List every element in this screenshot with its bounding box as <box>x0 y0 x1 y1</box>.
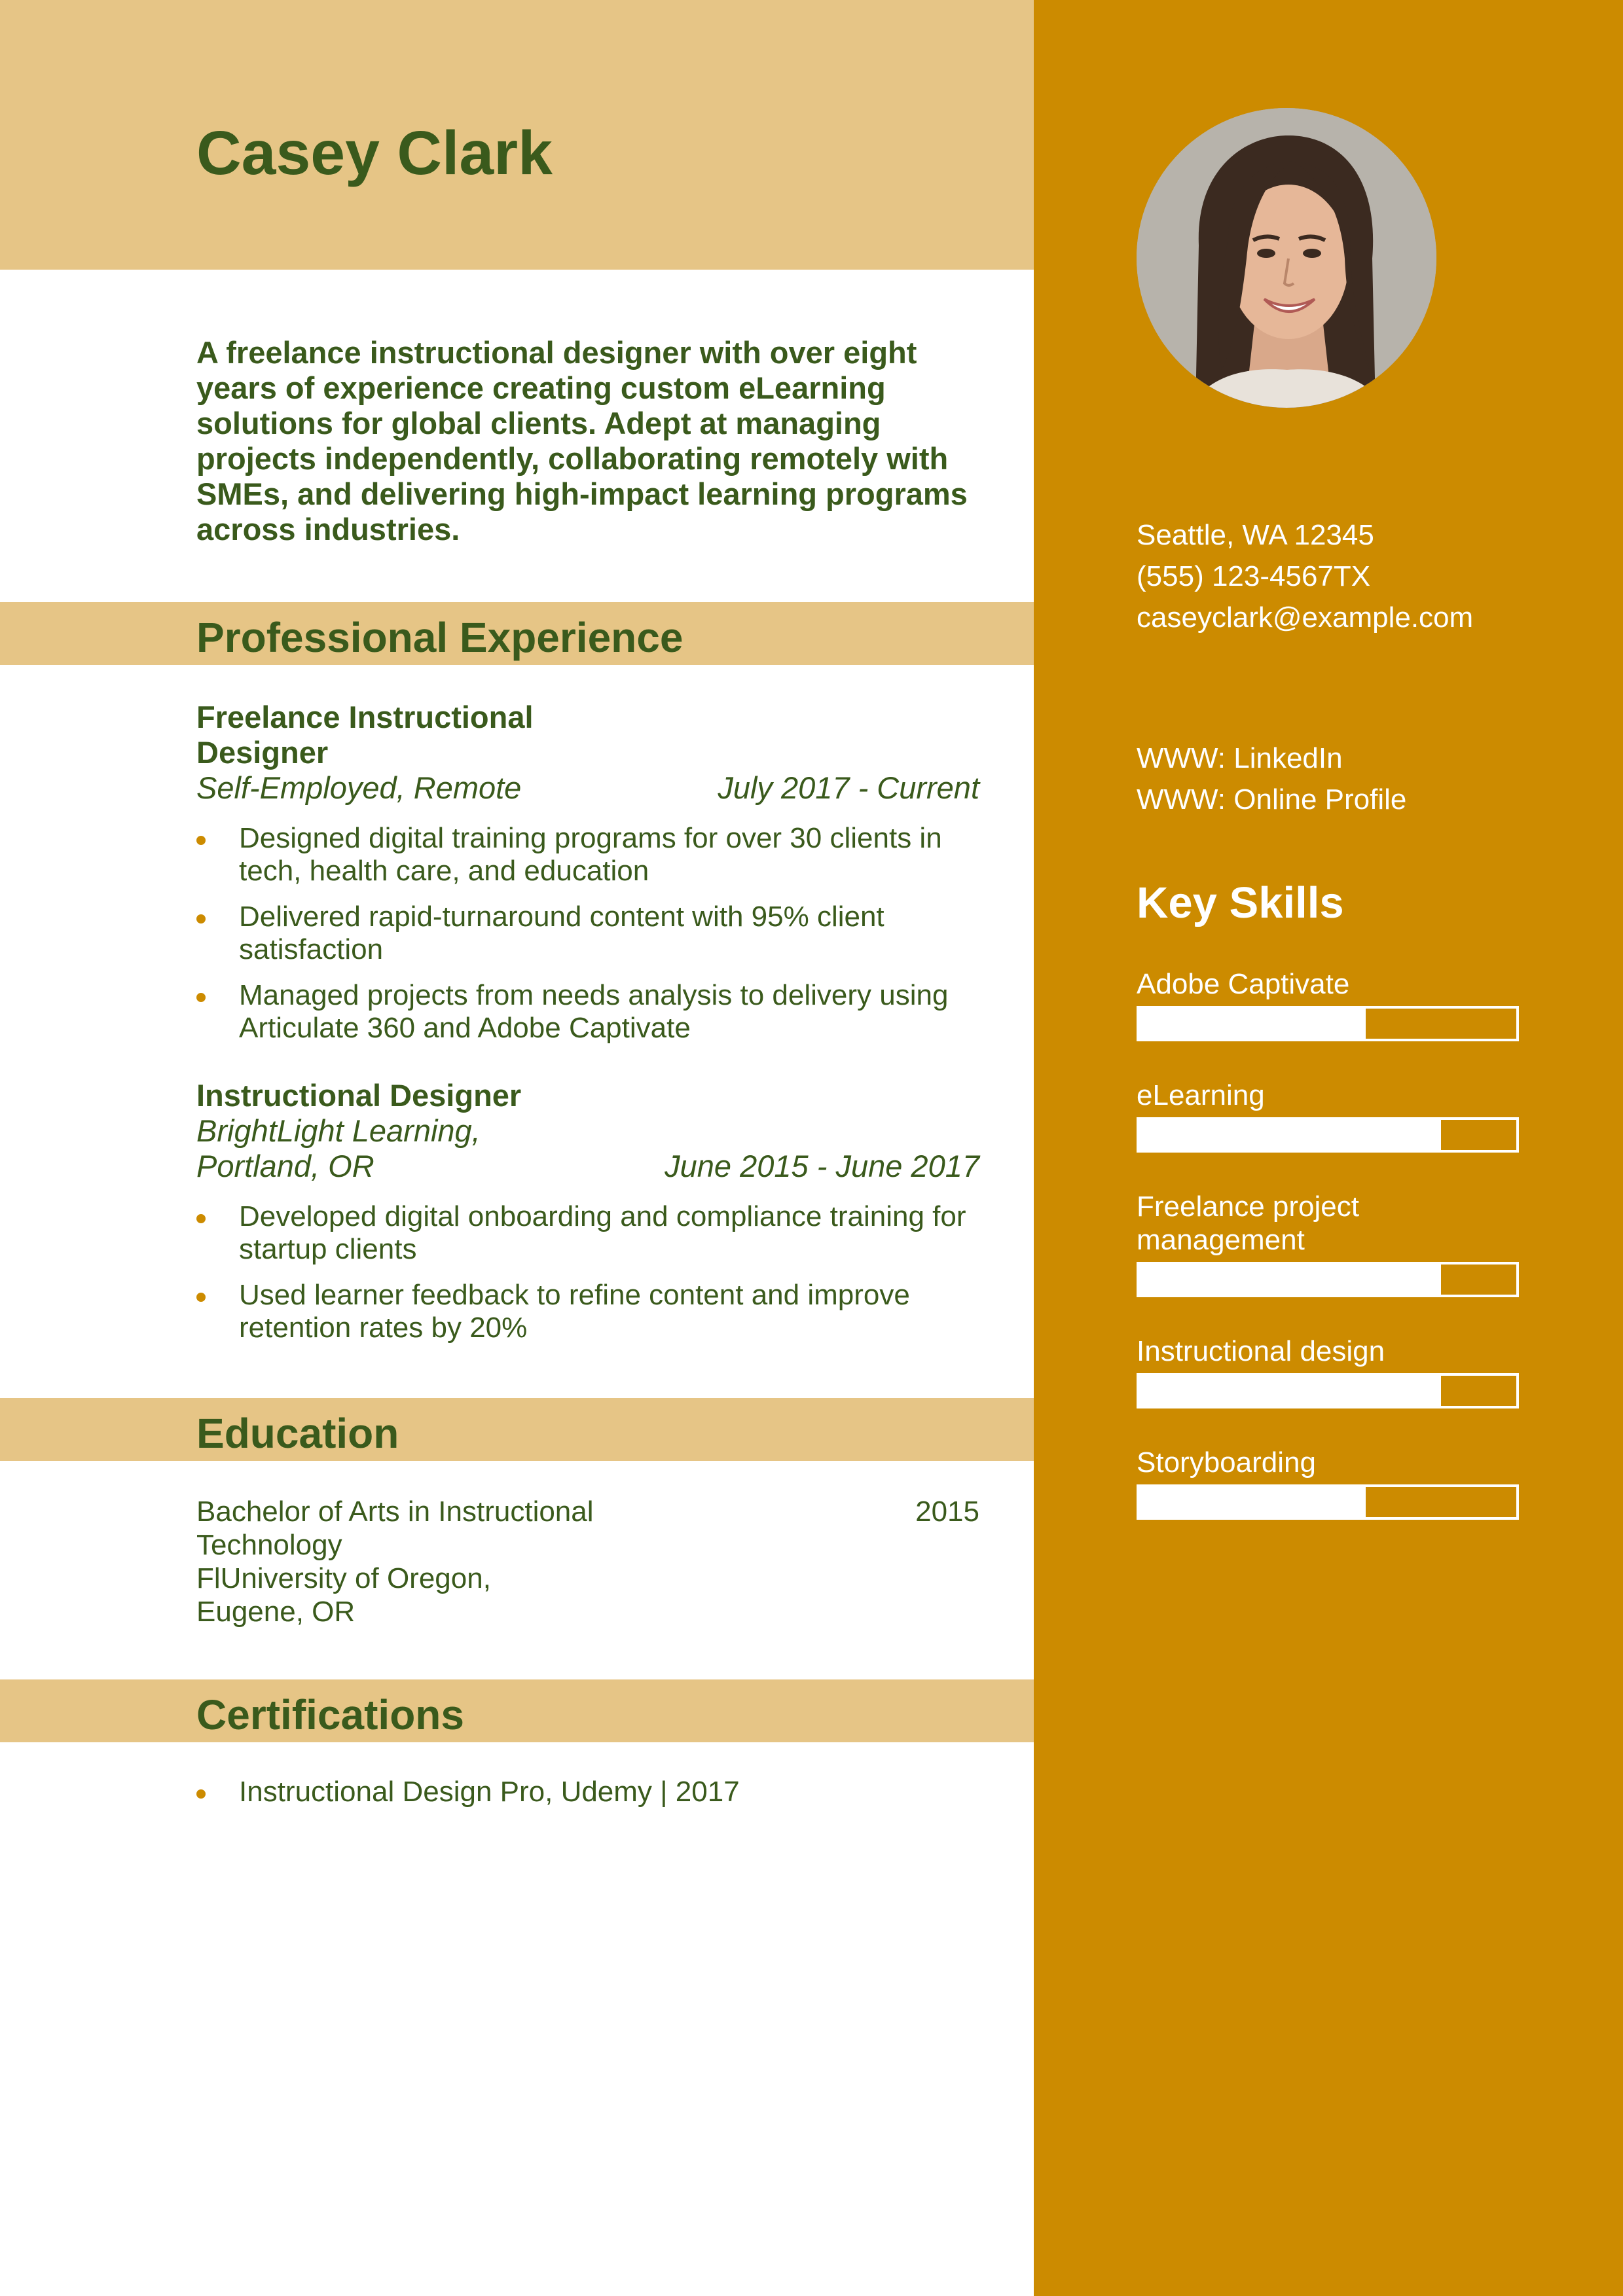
bullet-dot-icon <box>196 914 206 924</box>
certifications-section-band <box>0 1679 1034 1742</box>
bullet-dot-icon <box>196 1789 206 1799</box>
education-degree: Bachelor of Arts in Instructional Technology <box>196 1496 594 1561</box>
contact-block <box>1137 514 1595 638</box>
skill-meter-fill <box>1139 1265 1441 1295</box>
contact-phone[interactable]: (555) 123-4567TX <box>1137 560 1371 592</box>
list-item: Delivered rapid-turnaround content with 95% client satisfaction <box>196 901 982 966</box>
job-bullet-list <box>196 822 982 1058</box>
job-meta <box>196 770 979 806</box>
job-bullet-list <box>196 1200 982 1357</box>
candidate-name: Casey Clark <box>196 118 553 188</box>
job-title: Instructional Designer <box>196 1078 522 1113</box>
list-item: Used learner feedback to refine content and improve retention rates by 20% <box>196 1279 982 1344</box>
professional-summary: A freelance instructional designer with over eight years of experience creating custom eLearning solutions for global clients. Adept at managing projects independently, collaborating remotely with SMEs, and delivering high-impact learning programs across industries. <box>196 335 968 547</box>
bullet-dot-icon <box>196 836 206 845</box>
skill-label: Storyboarding <box>1137 1446 1316 1479</box>
skill-meter <box>1137 1262 1519 1297</box>
job-dates: June 2015 - June 2017 <box>665 1149 979 1183</box>
job-title: Freelance Instructional Designer <box>196 700 534 770</box>
skill-item <box>1137 1079 1595 1153</box>
education-section-band <box>0 1398 1034 1461</box>
list-item: Managed projects from needs analysis to delivery using Articulate 360 and Adobe Captivate <box>196 979 982 1045</box>
job-employer: BrightLight Learning, Portland, OR <box>196 1113 481 1183</box>
profile-photo-illustration <box>1137 108 1436 408</box>
contact-email[interactable]: caseyclark@example.com <box>1137 601 1474 634</box>
skill-item <box>1137 967 1595 1041</box>
skill-meter-fill <box>1139 1376 1441 1406</box>
education-entry <box>196 1495 979 1628</box>
certification-list <box>196 1776 982 1821</box>
skill-meter <box>1137 1373 1519 1408</box>
skill-label: Freelance project management <box>1137 1191 1359 1256</box>
skill-label: Adobe Captivate <box>1137 968 1350 1000</box>
job-employer: Self-Employed, Remote <box>196 770 522 805</box>
bullet-dot-icon <box>196 993 206 1002</box>
skill-item <box>1137 1446 1595 1520</box>
skill-item <box>1137 1335 1595 1408</box>
skill-meter-fill <box>1139 1009 1366 1039</box>
list-item: Developed digital onboarding and compliance training for startup clients <box>196 1200 982 1266</box>
job-meta <box>196 1113 979 1184</box>
job-dates: July 2017 - Current <box>718 770 979 805</box>
bullet-dot-icon <box>196 1293 206 1302</box>
certifications-heading: Certifications <box>196 1691 464 1738</box>
linkedin-link[interactable]: WWW: LinkedIn <box>1137 742 1343 774</box>
skill-meter-fill <box>1139 1487 1366 1517</box>
skill-item <box>1137 1190 1595 1297</box>
education-year: 2015 <box>915 1496 979 1528</box>
skill-label: Instructional design <box>1137 1335 1385 1367</box>
list-item: Instructional Design Pro, Udemy | 2017 <box>196 1776 982 1808</box>
skill-label: eLearning <box>1137 1079 1265 1111</box>
education-heading: Education <box>196 1410 399 1457</box>
education-school: FlUniversity of Oregon, Eugene, OR <box>196 1562 491 1628</box>
skill-meter <box>1137 1117 1519 1153</box>
skills-heading: Key Skills <box>1137 878 1344 927</box>
sidebar <box>1034 0 1623 2296</box>
online-profile-link[interactable]: WWW: Online Profile <box>1137 783 1407 816</box>
experience-heading: Professional Experience <box>196 614 684 661</box>
profile-photo <box>1137 108 1436 408</box>
skill-meter-fill <box>1139 1120 1441 1150</box>
web-links-block <box>1137 738 1595 820</box>
list-item: Designed digital training programs for over 30 clients in tech, health care, and education <box>196 822 982 888</box>
skill-meter <box>1137 1006 1519 1041</box>
contact-location: Seattle, WA 12345 <box>1137 519 1374 551</box>
skill-meter <box>1137 1484 1519 1520</box>
bullet-dot-icon <box>196 1214 206 1223</box>
